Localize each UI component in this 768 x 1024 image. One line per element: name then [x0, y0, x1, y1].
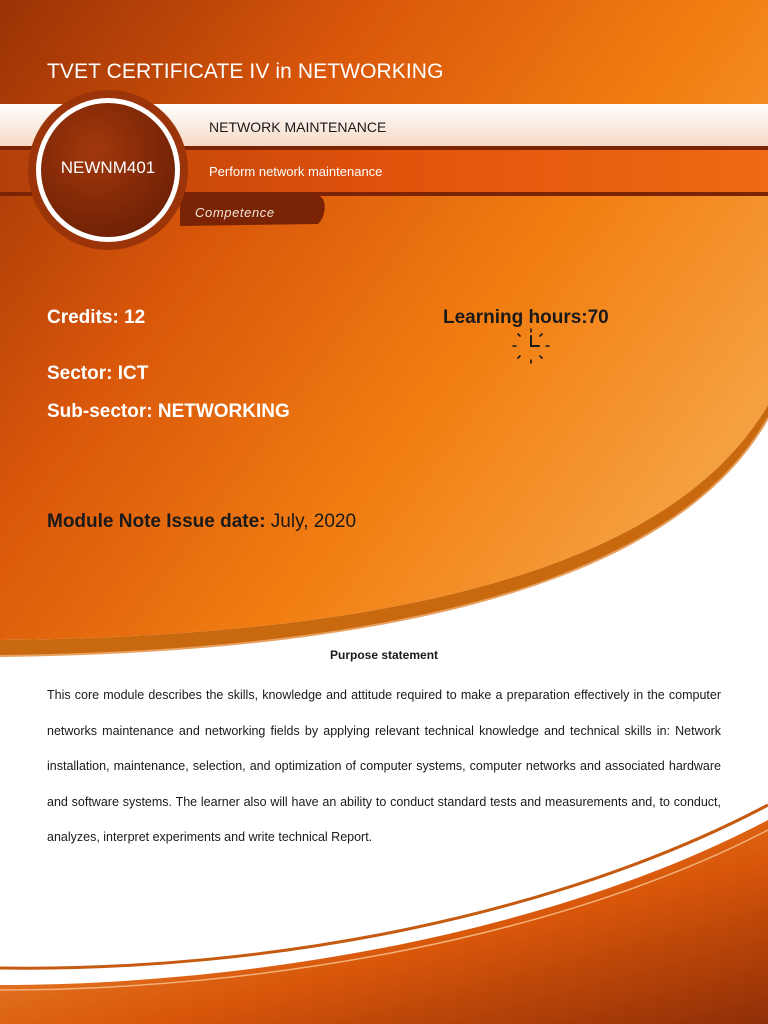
- competence-text: Perform network maintenance: [209, 164, 383, 179]
- purpose-body: This core module describes the skills, knowledge and attitude required to make a preparation effectively in the computer networks maintenance and networking fields by applying relevant technical knowledge and technical skills in: Network installation, maintenance, selection, and optimization of computer systems, computer networks and associated hardware and software systems. The learner also will have an ability to conduct standard tests and measurements and, to conduct, analyzes, interpret experiments and write technical Report.: [47, 688, 721, 844]
- competence-label: Competence: [195, 205, 275, 220]
- page-title: TVET CERTIFICATE IV in NETWORKING: [47, 60, 444, 83]
- learning-hours: Learning hours:70: [443, 307, 609, 328]
- purpose-title: Purpose statement: [329, 648, 439, 662]
- module-code: NEWNM401: [60, 158, 156, 177]
- sector: Sector: ICT: [47, 363, 149, 384]
- credits: Credits: 12: [47, 307, 146, 328]
- issue-date-value: July, 2020: [265, 511, 357, 532]
- issue-date-label: Module Note Issue date:: [47, 511, 266, 532]
- module-name: NETWORK MAINTENANCE: [209, 119, 387, 135]
- sub-sector: Sub-sector: NETWORKING: [47, 401, 290, 422]
- clock-icon: [508, 326, 554, 366]
- issue-date: [47, 511, 356, 533]
